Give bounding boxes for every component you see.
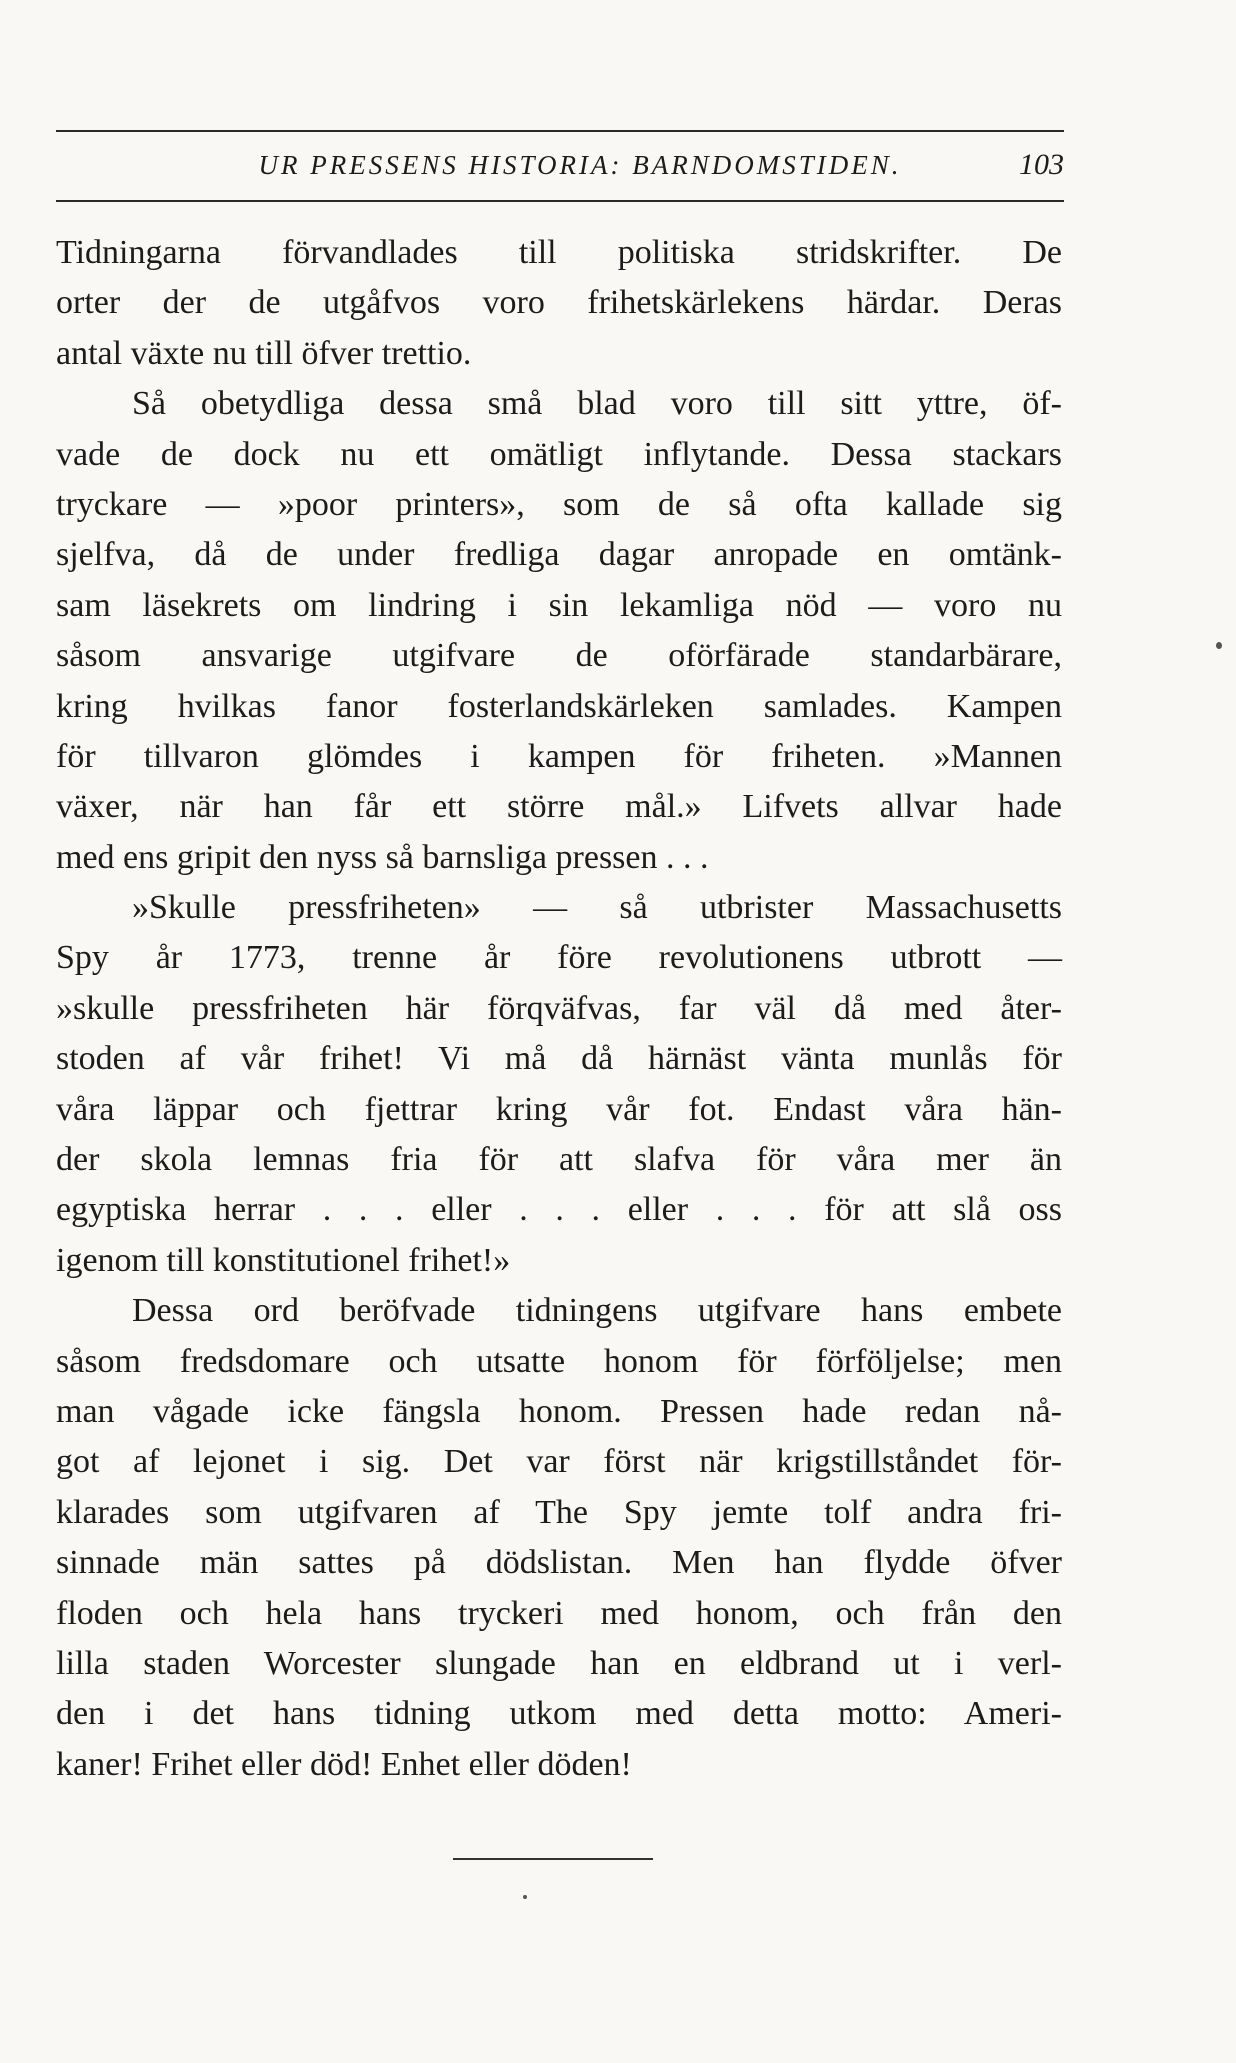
text-line: lilla staden Worcester slungade han en eldbrand ut i verl- (56, 1644, 1062, 1682)
text-line: kaner! Frihet eller död! Enhet eller döden! (56, 1745, 632, 1783)
text-line: »Skulle pressfriheten» — så utbrister Massachusetts (132, 889, 1062, 927)
text-line: antal växte nu till öfver trettio. (56, 334, 472, 372)
text-line: med ens gripit den nyss så barnsliga pressen . . . (56, 838, 709, 876)
text-line: kring hvilkas fanor fosterlandskärleken samlades. Kampen (56, 687, 1062, 725)
body-text (56, 228, 1062, 1790)
text-line: växer, när han får ett större mål.» Lifvets allvar hade (56, 788, 1062, 826)
text-line: sjelfva, då de under fredliga dagar anropade en omtänk- (56, 536, 1062, 574)
top-rule (56, 130, 1064, 132)
running-title: UR PRESSENS HISTORIA: BARNDOMSTIDEN. (258, 150, 902, 180)
text-line: den i det hans tidning utkom med detta motto: Ameri- (56, 1695, 1062, 1733)
running-head (56, 140, 1064, 190)
text-line: sinnade män sattes på dödslistan. Men han flydde öfver (56, 1544, 1062, 1582)
end-rule (453, 1858, 653, 1860)
text-line: egyptiska herrar . . . eller . . . eller . . . för att slå oss (56, 1191, 1062, 1229)
text-line: der skola lemnas fria för att slafva för våra mer än (56, 1141, 1062, 1179)
text-line: Dessa ord beröfvade tidningens utgifvare hans embete (132, 1292, 1062, 1330)
text-line: våra läppar och fjettrar kring vår fot. Endast våra hän- (56, 1090, 1062, 1128)
print-speck (523, 1895, 527, 1899)
text-line: floden och hela hans tryckeri med honom, och från den (56, 1594, 1062, 1632)
text-line: »skulle pressfriheten här förqväfvas, far väl då med åter- (56, 989, 1062, 1027)
text-line: såsom ansvarige utgifvare de oförfärade standarbärare, (56, 637, 1062, 675)
text-line: såsom fredsdomare och utsatte honom för förföljelse; men (56, 1342, 1062, 1380)
text-line: man vågade icke fängsla honom. Pressen hade redan nå- (56, 1392, 1062, 1430)
page-number: 103 (1019, 148, 1064, 181)
text-line: klarades som utgifvaren af The Spy jemte tolf andra fri- (56, 1493, 1062, 1531)
text-line: vade de dock nu ett omätligt inflytande. Dessa stackars (56, 435, 1062, 473)
header-rule (56, 200, 1064, 202)
text-line: Så obetydliga dessa små blad voro till sitt yttre, öf- (132, 385, 1062, 423)
text-line: för tillvaron glömdes i kampen för friheten. »Mannen (56, 737, 1062, 775)
text-line: stoden af vår frihet! Vi må då härnäst vänta munlås för (56, 1040, 1062, 1078)
text-line: orter der de utgåfvos voro frihetskärlekens härdar. Deras (56, 284, 1062, 322)
text-line: sam läsekrets om lindring i sin lekamliga nöd — voro nu (56, 586, 1062, 624)
text-line: tryckare — »poor printers», som de så ofta kallade sig (56, 485, 1062, 523)
text-line: igenom till konstitutionel frihet!» (56, 1241, 511, 1279)
print-speck (1216, 642, 1222, 649)
text-line: Spy år 1773, trenne år före revolutionens utbrott — (56, 939, 1062, 977)
text-line: Tidningarna förvandlades till politiska stridskrifter. De (56, 234, 1062, 271)
text-line: got af lejonet i sig. Det var först när krigstillståndet för- (56, 1443, 1062, 1481)
